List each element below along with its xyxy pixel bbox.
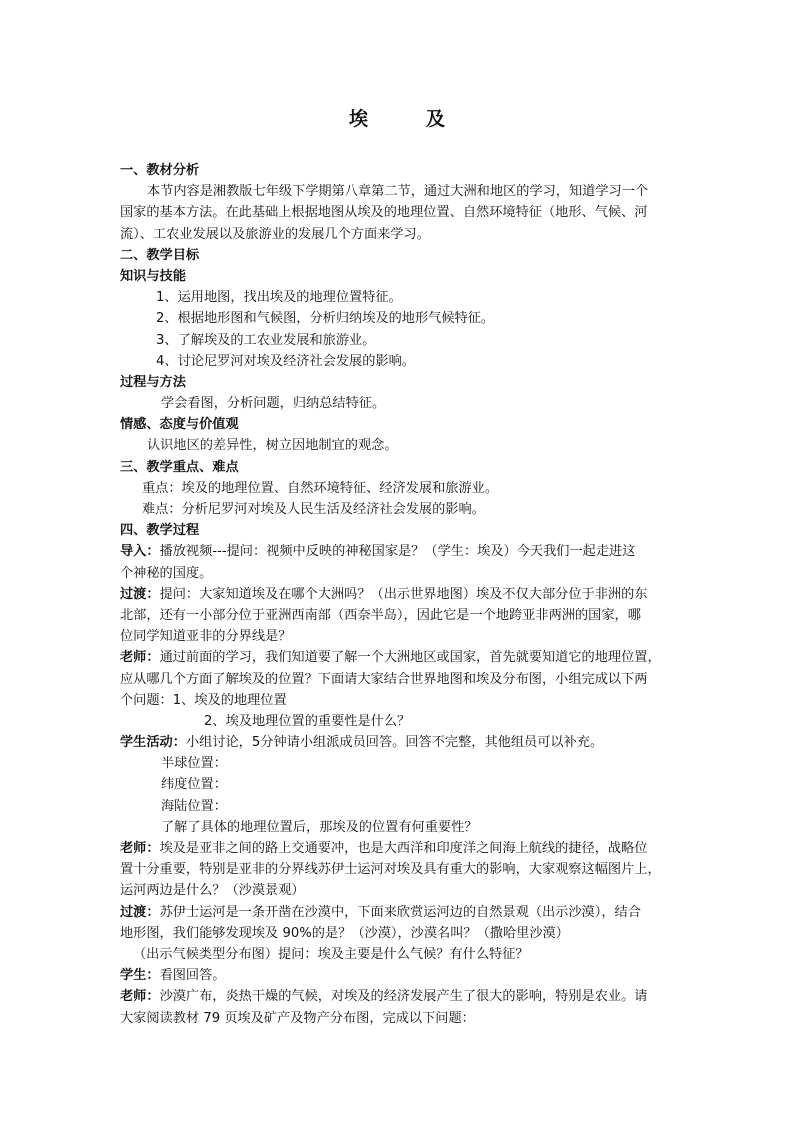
section-heading-1: 一、教材分析	[120, 163, 200, 178]
teacher-text: 埃及是亚非之间的路上交通要冲，也是大西洋和印度洋之间海上航线的捷径，战略位	[159, 841, 648, 856]
position-item: 半球位置：	[161, 756, 227, 772]
transition-text: 苏伊士运河是一条开凿在沙漠中，下面来欣赏运河边的自然景观（出示沙漠），结合	[159, 904, 641, 920]
teacher-text: 沙漠广布，炎热干燥的气候，对埃及的经济发展产生了很大的影响，特别是农业。请	[159, 989, 648, 1005]
page-title	[0, 104, 794, 131]
paragraph-line	[120, 647, 680, 668]
paragraph-line	[120, 838, 680, 859]
paragraph-line: 位同学知道亚非的分界线是？	[120, 629, 292, 645]
teacher-label: 老师：	[120, 841, 160, 856]
paragraph-line: 认识地区的差异性，树立因地制宜的观念。	[147, 438, 398, 454]
position-item: 纬度位置：	[161, 777, 227, 793]
section-heading-3: 三、教学重点、难点	[120, 459, 239, 475]
document-body	[120, 160, 680, 1029]
paragraph-line: （出示气候类型分布图）提问：埃及主要是什么气候？有什么特征？	[133, 946, 529, 962]
paragraph-line	[120, 965, 680, 986]
intro-label: 导入：	[120, 544, 160, 560]
teacher-label: 老师：	[120, 989, 160, 1005]
paragraph-line: 流）、工农业发展以及旅游业的发展几个方面来学习。	[120, 226, 430, 242]
paragraph-line	[120, 986, 680, 1007]
position-item: 海陆位置：	[161, 798, 227, 814]
list-item: 3、了解埃及的工农业发展和旅游业。	[156, 332, 376, 348]
section-heading-2: 二、教学目标	[120, 247, 200, 263]
teacher-label: 老师：	[120, 650, 160, 666]
paragraph-line: 2、埃及地理位置的重要性是什么？	[204, 713, 411, 729]
title-char-2: 及	[426, 108, 446, 130]
paragraph-line: 国家的基本方法。在此基础上根据地图从埃及的地理位置、自然环境特征（地形、气候、河	[120, 205, 648, 221]
difficult-point: 难点：分析尼罗河对埃及人民生活及经济社会发展的影响。	[142, 502, 485, 517]
transition-label: 过渡：	[120, 904, 160, 920]
paragraph-line: 北部，还有一小部分位于亚洲西南部（西奈半岛），因此它是一个地跨亚非两洲的国家，哪	[120, 607, 641, 623]
transition-text: 提问：大家知道埃及在哪个大洲吗？（出示世界地图）埃及不仅大部分位于非洲的东	[159, 586, 648, 602]
paragraph-line: 应从哪几个方面了解埃及的位置？下面请大家结合世界地图和埃及分布图，小组完成以下两	[120, 671, 648, 687]
paragraph-line: 运河两边是什么？（沙漠景观）	[120, 883, 305, 899]
paragraph-line	[120, 732, 680, 753]
paragraph-line: 学会看图，分析问题，归纳总结特征。	[161, 396, 386, 412]
paragraph-line	[120, 541, 680, 562]
paragraph-line: 地形图，我们能够发现埃及 90%的是？（沙漠），沙漠名叫？（撒哈里沙漠）	[120, 925, 569, 941]
subheading-emotion: 情感、态度与价值观	[120, 417, 239, 433]
student-label: 学生：	[120, 968, 160, 984]
activity-text: 小组讨论，5分钟请小组派成员回答。回答不完整，其他组员可以补充。	[185, 735, 604, 751]
transition-label: 过渡：	[120, 586, 160, 602]
paragraph-line	[120, 902, 680, 923]
paragraph-line: 置十分重要，特别是亚非的分界线苏伊士运河对埃及具有重大的影响，大家观察这幅图片上，	[120, 862, 661, 878]
activity-label: 学生活动：	[120, 735, 186, 751]
teacher-text: 通过前面的学习，我们知道要了解一个大洲地区或国家，首先就要知道它的地理位置，	[159, 650, 661, 666]
list-item: 4、讨论尼罗河对埃及经济社会发展的影响。	[156, 353, 415, 369]
paragraph-line: 个问题：1、埃及的地理位置	[120, 692, 287, 708]
section-heading-4: 四、教学过程	[120, 523, 200, 539]
student-text: 看图回答。	[159, 968, 226, 984]
title-char-1: 埃	[348, 108, 368, 130]
list-item: 1、运用地图，找出埃及的地理位置特征。	[156, 290, 402, 306]
subheading-knowledge: 知识与技能	[120, 268, 186, 284]
list-item: 2、根据地形图和气候图，分析归纳埃及的地形气候特征。	[156, 311, 495, 327]
paragraph-line: 了解了具体的地理位置后，那埃及的位置有何重要性？	[161, 819, 478, 835]
paragraph-line: 个神秘的国度。	[120, 565, 213, 581]
intro-text: 播放视频---提问：视频中反映的神秘国家是？（学生：埃及）今天我们一起走进这	[159, 544, 636, 560]
paragraph-line: 大家阅读教材 79 页埃及矿产及物产分布图，完成以下问题：	[120, 1010, 475, 1026]
subheading-method: 过程与方法	[120, 374, 186, 390]
paragraph-line	[120, 584, 680, 605]
key-point: 重点：埃及的地理位置、自然环境特征、经济发展和旅游业。	[142, 480, 499, 496]
paragraph-line: 本节内容是湘教版七年级下学期第八章第二节，通过大洲和地区的学习，知道学习一个	[147, 184, 649, 200]
